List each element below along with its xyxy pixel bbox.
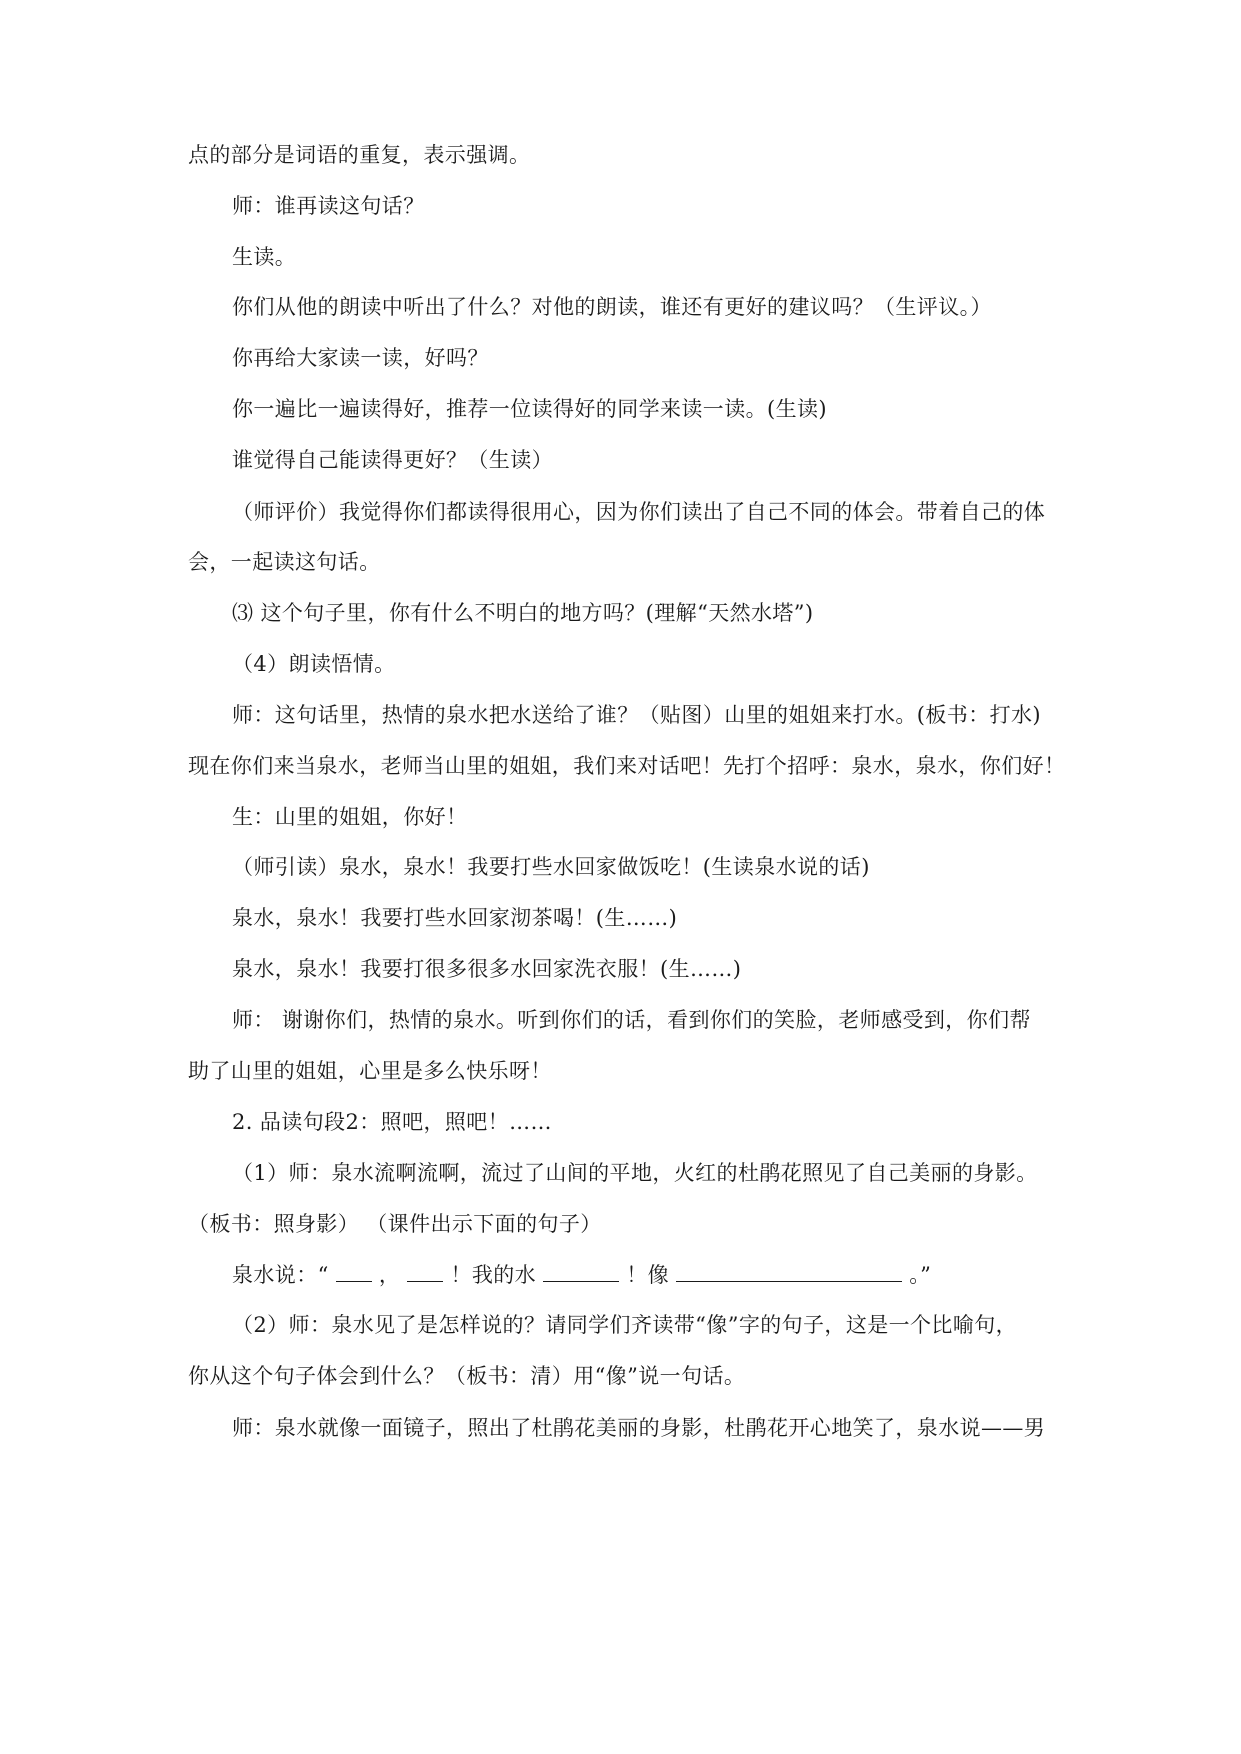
text-line: 你一遍比一遍读得好，推荐一位读得好的同学来读一读。(生读) — [232, 397, 827, 421]
text-line: （师评价）我觉得你们都读得很用心，因为你们读出了自己不同的体会。带着自己的体 — [232, 500, 1046, 524]
text-line: （2）师：泉水见了是怎样说的？请同学们齐读带“像”字的句子，这是一个比喻句， — [232, 1313, 1018, 1337]
fill-blank-text-1: ！我的水 — [450, 1263, 537, 1287]
fill-blank-prefix: 泉水说：“ — [232, 1263, 329, 1287]
fill-blank-text-2: ！像 — [626, 1263, 670, 1287]
text-line: 助了山里的姐姐，心里是多么快乐呀！ — [188, 1059, 552, 1083]
text-line: 泉水，泉水！我要打很多很多水回家洗衣服！(生……) — [232, 957, 742, 981]
text-line: 泉水，泉水！我要打些水回家沏茶喝！(生……) — [232, 906, 678, 930]
text-line: 师：这句话里，热情的泉水把水送给了谁？（贴图）山里的姐姐来打水。(板书：打水) — [232, 703, 1041, 727]
fill-in-blank-sentence — [232, 1260, 1068, 1290]
text-line: 点的部分是词语的重复，表示强调。 — [188, 143, 531, 167]
blank-line — [676, 1261, 902, 1282]
fill-blank-comma: ， — [378, 1263, 401, 1287]
text-line: （师引读）泉水，泉水！我要打些水回家做饭吃！(生读泉水说的话) — [232, 855, 870, 879]
text-line: 师：泉水就像一面镜子，照出了杜鹃花美丽的身影，杜鹃花开心地笑了，泉水说——男 — [232, 1416, 1046, 1440]
blank-line — [336, 1261, 372, 1282]
text-line: 生读。 — [232, 245, 297, 269]
fill-blank-end: 。” — [909, 1263, 932, 1287]
text-line: 师：谁再读这句话？ — [232, 194, 425, 218]
text-line: 会，一起读这句话。 — [188, 550, 381, 574]
text-line: 现在你们来当泉水，老师当山里的姐姐，我们来对话吧！先打个招呼：泉水，泉水，你们好！ — [188, 754, 1066, 778]
blank-line — [543, 1261, 619, 1282]
text-line: （4）朗读悟情。 — [232, 652, 396, 676]
blank-line — [407, 1261, 443, 1282]
text-line: 你们从他的朗读中听出了什么？对他的朗读，谁还有更好的建议吗？（生评议。） — [232, 295, 992, 319]
text-line: 生：山里的姐姐，你好！ — [232, 805, 468, 829]
text-line: 师： 谢谢你们，热情的泉水。听到你们的话，看到你们的笑脸，老师感受到，你们帮 — [232, 1008, 1031, 1032]
text-line: （板书：照身影） （课件出示下面的句子） — [188, 1212, 602, 1236]
text-line: 谁觉得自己能读得更好？（生读） — [232, 448, 553, 472]
text-line: 你再给大家读一读，好吗？ — [232, 346, 489, 370]
text-line: 2. 品读句段2：照吧，照吧！…… — [232, 1110, 552, 1134]
text-line: 你从这个句子体会到什么？（板书：清）用“像”说一句话。 — [188, 1364, 746, 1388]
text-line: （1）师：泉水流啊流啊，流过了山间的平地，火红的杜鹃花照见了自己美丽的身影。 — [232, 1161, 1038, 1185]
text-line: ⑶ 这个句子里，你有什么不明白的地方吗？(理解“天然水塔”) — [232, 601, 814, 625]
